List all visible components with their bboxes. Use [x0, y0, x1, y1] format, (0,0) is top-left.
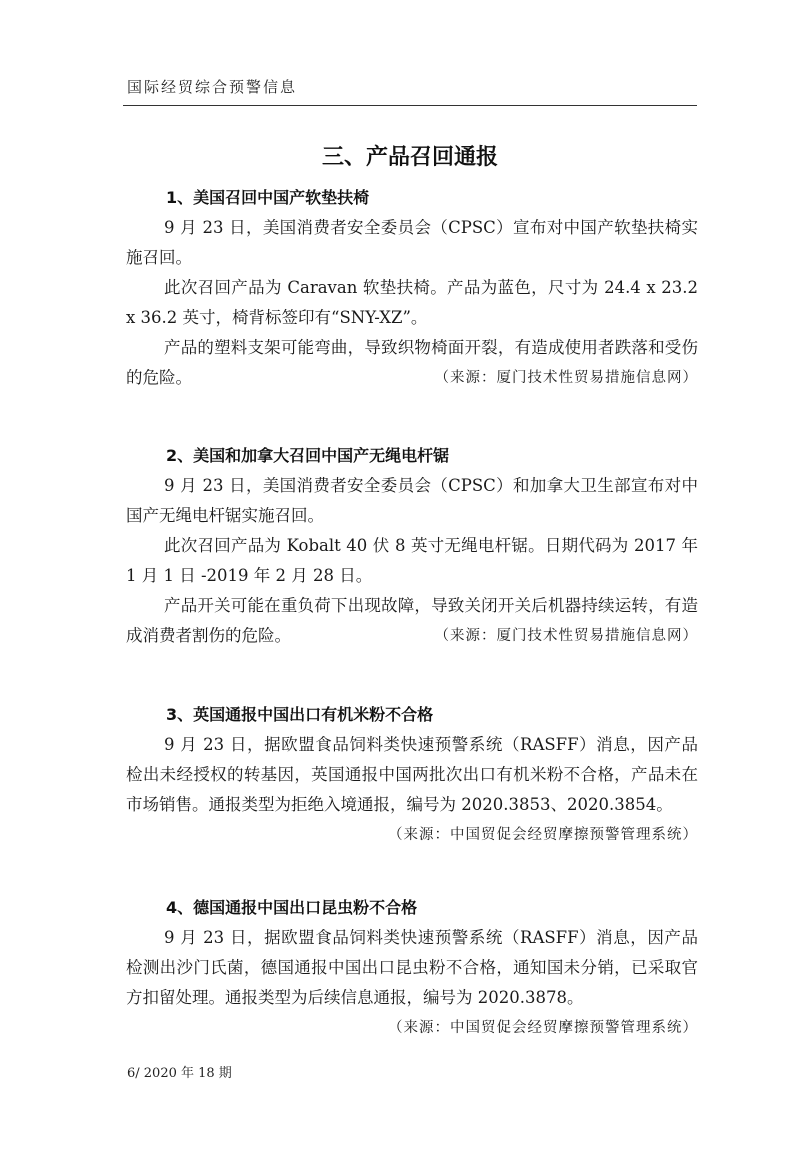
item-paragraph-text: 9 月 23 日，据欧盟食品饲料类快速预警系统（RASFF）消息，因产品检出未经授权的转基因，英国通报中国两批次出口有机米粉不合格，产品未在市场销售。通报类型为拒绝入境通报，编号为 2020.3853、2020.3854。	[126, 735, 698, 814]
source-note: （来源：中国贸促会经贸摩擦预警管理系统）	[388, 827, 698, 843]
recall-item-2	[126, 441, 698, 651]
page-footer: 6/ 2020 年 18 期	[127, 1066, 232, 1081]
source-note: （来源：厦门技术性贸易措施信息网）	[434, 628, 698, 644]
item-paragraph-text: 产品的塑料支架可能弯曲，导致织物椅面开裂，有造成使用者跌落和受伤的危险。	[126, 338, 698, 387]
item-paragraph: 9 月 23 日，美国消费者安全委员会（CPSC）和加拿大卫生部宣布对中国产无绳电杆锯实施召回。	[126, 476, 698, 525]
recall-item-1	[126, 183, 698, 393]
section-title: 三、产品召回通报	[321, 145, 498, 170]
item-paragraph	[126, 333, 698, 393]
item-title: 4、德国通报中国出口昆虫粉不合格	[166, 898, 418, 917]
item-title: 2、美国和加拿大召回中国产无绳电杆锯	[166, 446, 450, 465]
item-paragraph	[126, 730, 698, 843]
item-paragraph: 9 月 23 日，美国消费者安全委员会（CPSC）宣布对中国产软垫扶椅实施召回。	[126, 218, 698, 267]
notification-item-4	[126, 893, 698, 1043]
item-paragraph-text: 9 月 23 日，据欧盟食品饲料类快速预警系统（RASFF）消息，因产品检测出沙门氏菌，德国通报中国出口昆虫粉不合格，通知国未分销，已采取官方扣留处理。通报类型为后续信息通报，编号为 2020.3878。	[126, 928, 698, 1007]
item-paragraph	[126, 923, 698, 1036]
item-paragraph: 此次召回产品为 Caravan 软垫扶椅。产品为蓝色，尺寸为 24.4 x 23.2 x 36.2 英寸，椅背标签印有“SNY-XZ”。	[126, 278, 698, 327]
item-paragraph	[126, 591, 698, 651]
notification-item-3	[126, 700, 698, 850]
item-title: 3、英国通报中国出口有机米粉不合格	[166, 705, 434, 724]
item-paragraph-text: 产品开关可能在重负荷下出现故障，导致关闭开关后机器持续运转，有造成消费者割伤的危险。	[126, 596, 698, 645]
running-header: 国际经贸综合预警信息	[127, 78, 298, 96]
source-note: （来源：厦门技术性贸易措施信息网）	[434, 370, 698, 386]
item-paragraph: 此次召回产品为 Kobalt 40 伏 8 英寸无绳电杆锯。日期代码为 2017 年 1 月 1 日 -2019 年 2 月 28 日。	[126, 536, 698, 585]
item-title: 1、美国召回中国产软垫扶椅	[166, 188, 370, 207]
header-divider	[123, 105, 697, 106]
source-note: （来源：中国贸促会经贸摩擦预警管理系统）	[388, 1020, 698, 1036]
